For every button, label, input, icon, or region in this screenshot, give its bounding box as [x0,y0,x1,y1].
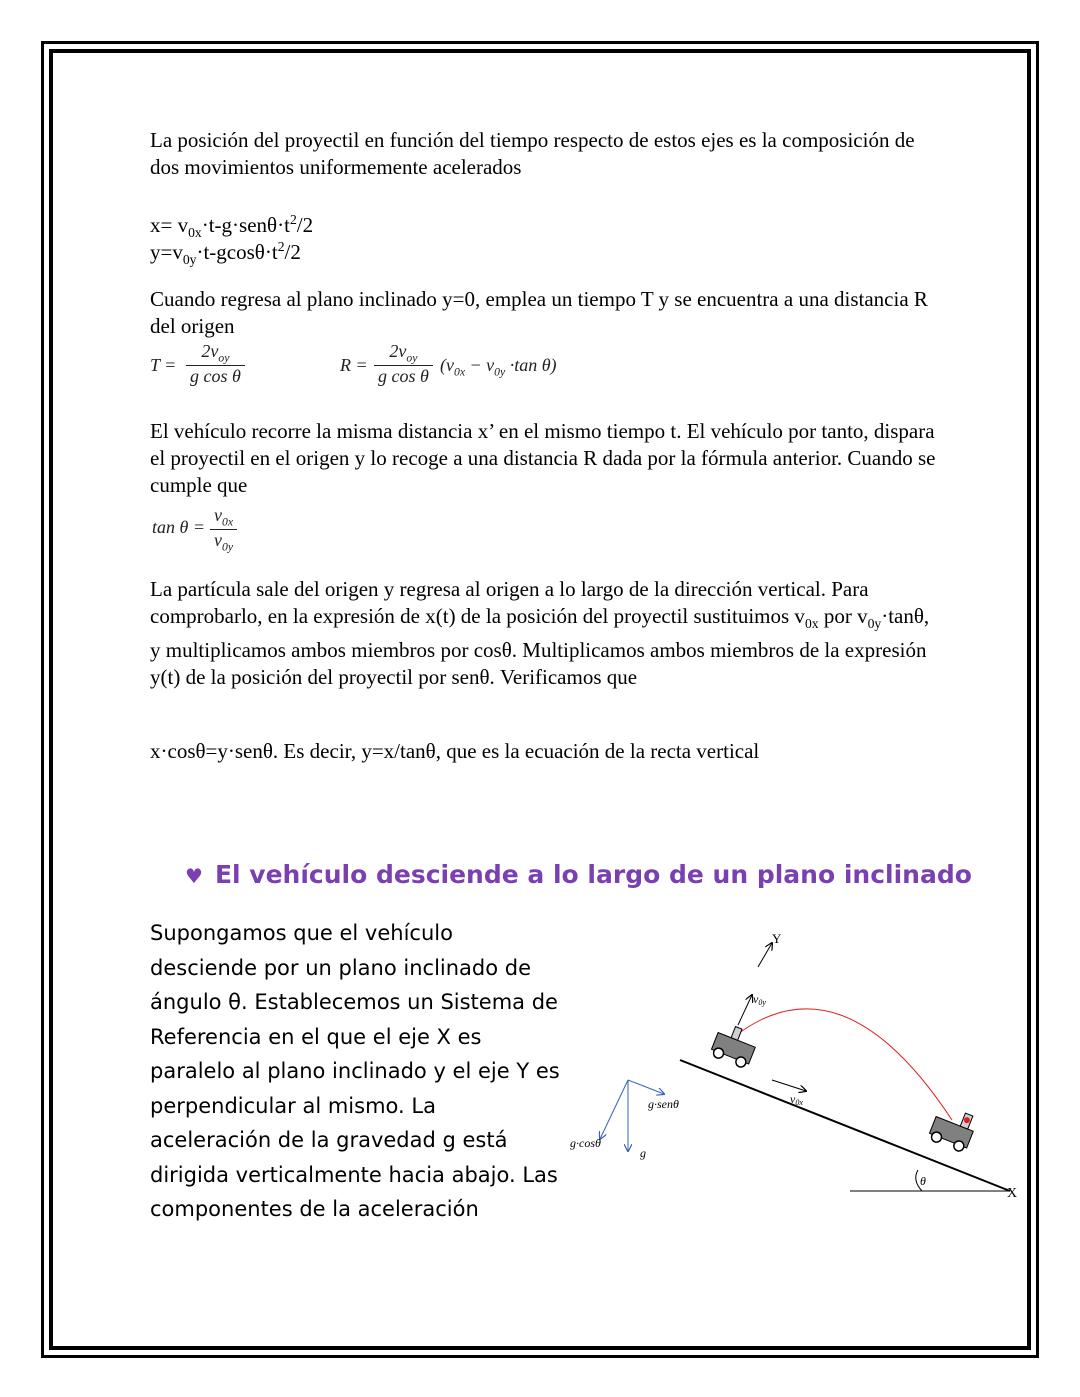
g-cos-label: g·cosθ [570,1136,601,1150]
eq-T-lhs: T = [150,355,177,375]
eq-y-sub: 0y [182,252,197,268]
eq-x-part: /2 [296,213,314,237]
eq-T-numerator [186,341,245,366]
eq-R-paren-part: ·tan θ) [505,355,557,375]
v0y-text: v [753,992,759,1006]
p4-part: La partícula sale del origen y regresa al origen a lo largo de la dirección vertical. Para comprobarlo, en la expresión de x(t) de la posición del proyectil sustituimos v [150,577,869,628]
eq-tan-fraction [210,505,237,553]
v0x-text: v [790,1092,796,1106]
equation-y-position [150,233,301,273]
eq-T-denominator: g cos θ [190,365,241,386]
eq-tan-numerator [210,505,237,530]
eq-R-paren-part: (v [440,355,454,375]
paragraph-particle-vertical [150,576,940,691]
g-label: g [640,1146,646,1160]
v0x-arrow [772,1080,806,1091]
y-axis-arrow [758,943,772,967]
g-sen-label: g·senθ [648,1097,679,1111]
eq-R-paren-part: − v [465,355,495,375]
inclined-plane-diagram [560,925,1040,1225]
section-body: Supongamos que el vehículo desciende por un plano inclinado de ángulo θ. Establecemos un Sistema de Referencia en el que el eje X es paralelo al plano inclinado y el eje Y es perpendicular al mismo. La aceleración de la gravedad g está dirigida verticalmente hacia abajo. Las componentes de la aceleración [150,921,560,1221]
eq-T-num-text: 2v [201,341,219,361]
p4-sub: 0y [867,616,882,632]
paragraph-position-intro: La posición del proyectil en función del tiempo respecto de estos ejes es la composición de dos movimientos uniformemente acelerados [150,128,915,179]
heart-icon: ♥ [185,864,203,888]
theta-label: θ [920,1174,926,1188]
eq-tan-lhs: tan θ = [152,517,205,537]
eq-T-num-sub: oy [218,351,230,365]
v0y-sub: 0y [758,998,766,1007]
paragraph-vehicle-distance: El vehículo recorre la misma distancia x’ en el mismo tiempo t. El vehículo por tanto, dispara el proyectil en el origen y lo recoge a una distancia R dada por la fórmula anterior. Cuando se cumple que [150,419,936,497]
eq-x-sub: 0x [188,225,202,241]
y-axis-label: Y [772,931,782,946]
p4-part: por v [818,604,868,628]
g-sen-arrow [628,1080,664,1094]
eq-x-sup: 2 [289,212,297,227]
eq-y-part: y=v [150,240,183,264]
eq-R-lhs: R = [340,355,368,375]
eq-y-part: ·t-gcosθ·t [196,240,278,264]
eq-tan-num-sub: 0x [222,515,234,529]
eq-R-numerator [374,341,433,366]
p4-sub: 0x [804,616,819,632]
eq-R-num-text: 2v [389,341,407,361]
eq-y-part: /2 [284,240,301,264]
cart-start [709,1021,759,1069]
eq-T-fraction [186,341,245,387]
eq-R-fraction [374,341,433,387]
eq-R-parenthesis [440,355,557,379]
eq-R-denominator: g cos θ [378,365,429,386]
eq-tan-den-sub: 0y [222,540,234,554]
x-axis-label: X [1007,1186,1018,1201]
eq-y-sup: 2 [277,239,285,254]
eq-tan-denominator [210,530,237,554]
paragraph-return-plane: Cuando regresa al plano inclinado y=0, emplea un tiempo T y se encuentra a una distancia R del origen [150,287,928,338]
v0x-label [790,1092,803,1107]
section-title: El vehículo desciende a lo largo de un plano inclinado [214,860,972,889]
section-heading [185,860,972,889]
eq-R-num-sub: oy [406,351,418,365]
eq-x-part: x= v [150,213,189,237]
p4-part: ·tanθ, y multiplicamos ambos miembros por cosθ. Multiplicamos ambos miembros de la expresión y(t) de la posición del proyectil por senθ. Verificamos que [150,604,930,690]
paragraph-vertical-line: x·cosθ=y·senθ. Es decir, y=x/tanθ, que es la ecuación de la recta vertical [150,739,760,763]
eq-tan-num-text: v [214,505,222,525]
v0x-sub: 0x [795,1098,803,1107]
g-cos-arrow [600,1080,628,1139]
eq-R-paren-sub: 0x [453,365,466,379]
eq-x-part: ·t-g·senθ·t [201,213,290,237]
eq-R-paren-sub: 0y [494,365,506,379]
cart-end [927,1104,978,1154]
v0y-label [753,992,766,1007]
eq-tan-den-text: v [214,529,222,550]
v0y-arrow [738,995,752,1025]
trajectory-curve [730,1009,952,1120]
